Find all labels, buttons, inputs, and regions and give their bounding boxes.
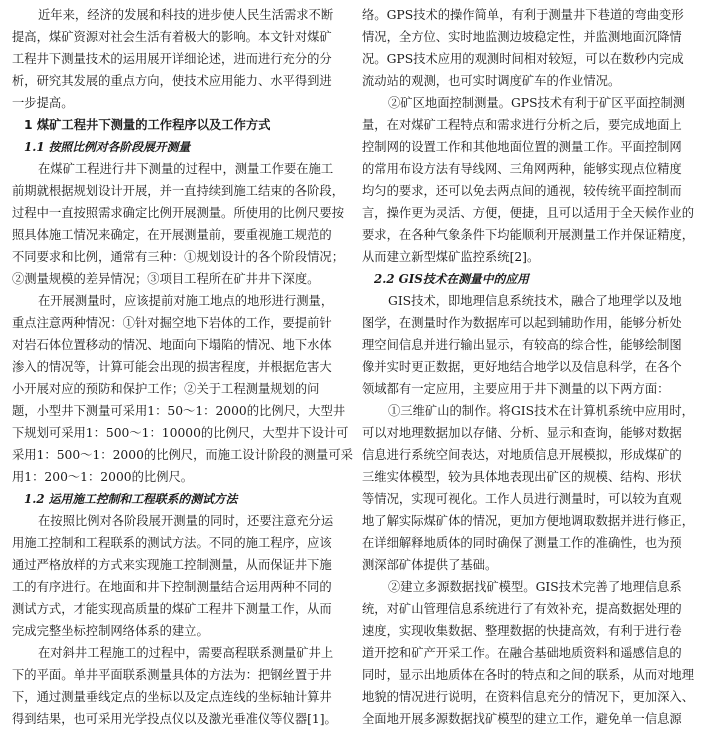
text-line: 工的有序进行。在地面和井下控制测量结合运用两种不同的 (12, 580, 332, 594)
text-line: 重点注意两种情况：①针对掘空地下岩体的工作，要提前针 (12, 316, 332, 330)
text-line: 下，通过测量垂线定点的坐标以及定点连线的坐标轴计算井 (12, 690, 332, 704)
text-line: ②矿区地面控制测量。GPS技术有利于矿区平面控制测 (388, 96, 686, 110)
left-column (12, 4, 354, 730)
section-heading: 1.1 按照比例对各阶段展开测量 (24, 140, 191, 154)
text-line: ②建立多源数据找矿模型。GIS技术完善了地理信息系 (388, 580, 682, 594)
text-line: 像并实时更正数据，更好地结合地学以及信息科学，在各个 (362, 360, 682, 374)
text-line: 况。GPS技术应用的观测时间相对较短，可以在数秒内完成 (362, 52, 684, 66)
text-line: 提高，煤矿资源对社会生活有着极大的影响。本文针对煤矿 (12, 30, 332, 44)
text-line: 道开挖和矿产开采工作。在融合基础地质资料和遥感信息的 (362, 646, 682, 660)
text-line: 在开展测量时，应该提前对施工地点的地形进行测量， (38, 294, 334, 308)
text-line: 用1：200～1：2000的比例尺。 (12, 470, 194, 484)
text-line: 对岩石体位置移动的情况、地面向下塌陷的情况、地下水体 (12, 338, 332, 352)
text-line: 小开展对应的预防和保护工作；②关于工程测量规划的问 (12, 382, 320, 396)
text-line: 图学，在测量时作为数据库可以起到辅助作用，能够分析处 (362, 316, 682, 330)
text-line: 测试方式，才能实现高质量的煤矿工程井下测量工作，从而 (12, 602, 332, 616)
text-line: 均匀的要求，还可以免去两点间的通视，较传统平面控制而 (362, 184, 682, 198)
text-line: 情况，全方位、实时地监测边坡稳定性，并监测地面沉降情 (362, 30, 682, 44)
text-line: 下规划可采用1：500～1：10000的比例尺，大型井下设计可 (12, 426, 349, 440)
text-line: ①三维矿山的制作。将GIS技术在计算机系统中应用时， (388, 404, 694, 418)
text-line: 统，对矿山管理信息系统进行了有效补充，提高数据处理的 (362, 602, 682, 616)
text-line: ②测量规模的差异情况；③项目工程所在矿井井下深度。 (12, 272, 320, 286)
section-heading: 1 煤矿工程井下测量的工作程序以及工作方式 (24, 118, 271, 132)
text-line: 在对斜井工程施工的过程中，需要高程联系测量矿井上 (38, 646, 334, 660)
text-line: 一步提高。 (12, 96, 74, 110)
section-heading: 1.2 运用施工控制和工程联系的测试方法 (24, 492, 238, 506)
text-line: 测深部矿体提供了基础。 (362, 558, 498, 572)
text-line: 通过严格放样的方式来实现施工控制测量，从而保证井下施 (12, 558, 332, 572)
text-line: 在煤矿工程进行井下测量的过程中，测量工作要在施工 (38, 162, 334, 176)
text-line: 渗入的情况等，计算可能会出现的损害程度，并根据危害大 (12, 360, 332, 374)
text-line: 得到结果，也可采用光学投点仪以及激光垂准仪等仪器[1]。 (12, 712, 337, 726)
text-line: 地貌的情况进行说明，在资料信息充分的情况下，更加深入、 (362, 690, 695, 704)
text-line: 量，在对煤矿工程特点和需求进行分析之后，要完成地面上 (362, 118, 682, 132)
text-line: 在详细解释地质体的同时确保了测量工作的准确性，也为预 (362, 536, 682, 550)
text-line: 地了解实际煤矿体的情况，更加方便地调取数据并进行修正， (362, 514, 695, 528)
text-line: 全面地开展多源数据找矿模型的建立工作，避免单一信息源 (362, 712, 682, 726)
text-line: 的常用布设方法有导线网、三角网两种，能够实现点位精度 (362, 162, 682, 176)
text-line: 领域都有一定应用，主要应用于井下测量的以下两方面： (362, 382, 670, 396)
text-line: 络。GPS技术的操作简单，有利于测量井下巷道的弯曲变形 (362, 8, 684, 22)
text-line: 在按照比例对各阶段展开测量的同时，还要注意充分运 (38, 514, 334, 528)
text-line: 同时，显示出地质体在各时的特点和之间的联系，从而对地理 (362, 668, 695, 682)
section-heading: 2.2 GIS技术在测量中的应用 (374, 272, 529, 286)
text-line: 前期就根据规划设计开展，并一直持续到施工结束的各阶段， (12, 184, 345, 198)
text-line: 从而建立新型煤矿监控系统[2]。 (362, 250, 540, 264)
text-line: 下的平面。单井平面联系测量具体的方法为：把钢丝置于井 (12, 668, 332, 682)
text-line: 过程中一直按照需求确定比例开展测量。所使用的比例尺要按 (12, 206, 345, 220)
text-line: 析，研究其发展的重点方向，使技术应用能力、水平得到进 (12, 74, 332, 88)
text-line: GIS技术，即地理信息系统技术，融合了地理学以及地 (388, 294, 682, 308)
text-line: 控制网的设置工作和其他地面位置的测量工作。平面控制网 (362, 140, 682, 154)
text-line: 流动站的观测，也可实时调度矿车的作业情况。 (362, 74, 621, 88)
text-line: 速度，实现收集数据、整理数据的快捷高效，有利于进行卷 (362, 624, 682, 638)
text-line: 不同要求和比例，通常有三种：①规划设计的各个阶段情况； (12, 250, 345, 264)
text-line: 用施工控制和工程联系的测试方法。不同的施工程序，应该 (12, 536, 332, 550)
right-column (362, 4, 704, 730)
text-line: 近年来，经济的发展和科技的进步使人民生活需求不断 (38, 8, 334, 22)
text-line: 言，操作更为灵活、方便，便捷，且可以适用于全天候作业的 (362, 206, 695, 220)
text-line: 理空间信息并进行输出显示，有较高的综合性，能够绘制图 (362, 338, 682, 352)
text-line: 完成完整坐标控制网络体系的建立。 (12, 624, 209, 638)
text-line: 要求，在各种气象条件下均能顺利开展测量工作并保证精度， (362, 228, 695, 242)
text-line: 照具体施工情况来确定，在开展测量前，要重视施工规范的 (12, 228, 332, 242)
text-line: 题，小型井下测量可采用1：50～1：2000的比例尺，大型井 (12, 404, 346, 418)
text-line: 可以对地理数据加以存储、分析、显示和查询，能够对数据 (362, 426, 682, 440)
text-line: 三维实体模型，较为具体地表现出矿区的规模、结构、形状 (362, 470, 682, 484)
text-line: 采用1：500～1：2000的比例尺，而施工设计阶段的测量可采 (12, 448, 353, 462)
text-line: 等情况，实现可视化。工作人员进行测量时，可以较为直观 (362, 492, 682, 506)
text-line: 信息进行系统空间表达，对地质信息开展模拟，形成煤矿的 (362, 448, 682, 462)
text-line: 工程井下测量技术的运用展开详细论述，进而进行充分的分 (12, 52, 332, 66)
